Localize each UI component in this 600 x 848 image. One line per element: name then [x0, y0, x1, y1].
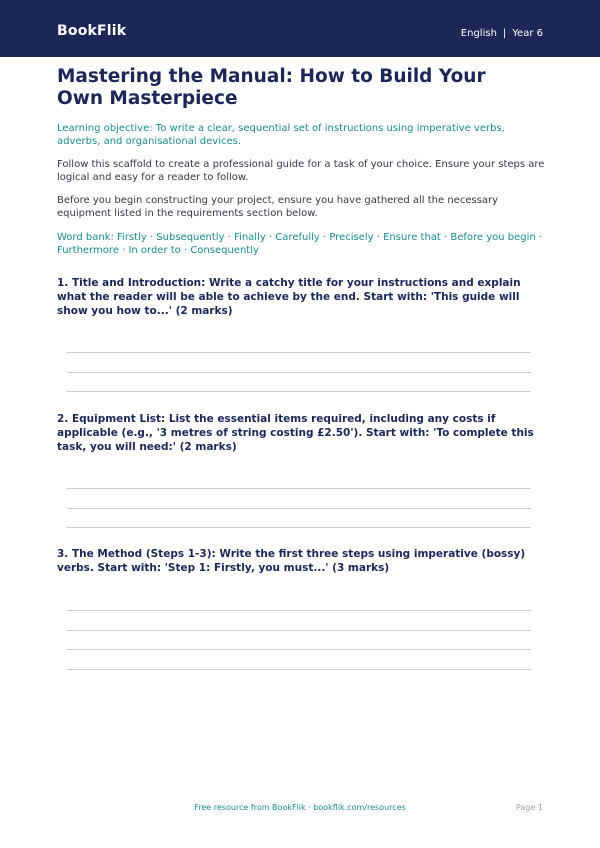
- answer-line[interactable]: [67, 610, 531, 611]
- footer-text[interactable]: Free resource from BookFlik · bookflik.com/resources: [194, 803, 406, 812]
- answer-line[interactable]: [67, 372, 531, 373]
- answer-line[interactable]: [67, 669, 531, 670]
- header-bar: [0, 0, 600, 57]
- brand-logo: BookFlik: [57, 23, 127, 39]
- answer-line[interactable]: [67, 649, 531, 650]
- meta-separator: |: [502, 28, 507, 39]
- question-3: 3. The Method (Steps 1-3): Write the first three steps using imperative (bossy) verbs. Start with: 'Step 1: Firstly, you must...' (3 marks): [57, 548, 526, 574]
- answer-line[interactable]: [67, 508, 531, 509]
- year-label: Year 6: [512, 28, 543, 39]
- learning-objective: Learning objective: To write a clear, sequential set of instructions using imperative verbs, adverbs, and organisational devices.: [57, 123, 505, 147]
- subject-label: English: [460, 28, 497, 39]
- word-bank: Word bank: Firstly · Subsequently · Finally · Carefully · Precisely · Ensure that · Before you begin · Furthermore · In order to · Consequently: [57, 232, 543, 256]
- page-number: Page 1: [516, 803, 543, 812]
- page-title: Mastering the Manual: How to Build Your Own Masterpiece: [57, 66, 486, 109]
- intro-paragraph-2: Before you begin constructing your project, ensure you have gathered all the necessary equipment listed in the requirements section below.: [57, 195, 499, 219]
- answer-line[interactable]: [67, 391, 531, 392]
- answer-line[interactable]: [67, 630, 531, 631]
- answer-line[interactable]: [67, 352, 531, 353]
- answer-line[interactable]: [67, 527, 531, 528]
- answer-line[interactable]: [67, 488, 531, 489]
- question-2: 2. Equipment List: List the essential items required, including any costs if applicable (e.g., '3 metres of string costing £2.50'). Start with: 'To complete this task, you will need:' (2 marks): [57, 413, 534, 453]
- intro-paragraph-1: Follow this scaffold to create a professional guide for a task of your choice. Ensure your steps are logical and easy for a reader to follow.: [57, 159, 545, 183]
- header-meta: [461, 28, 543, 39]
- question-1: 1. Title and Introduction: Write a catchy title for your instructions and explain what the reader will be able to achieve by the end. Start with: 'This guide will show you how to...' (2 marks): [57, 277, 521, 317]
